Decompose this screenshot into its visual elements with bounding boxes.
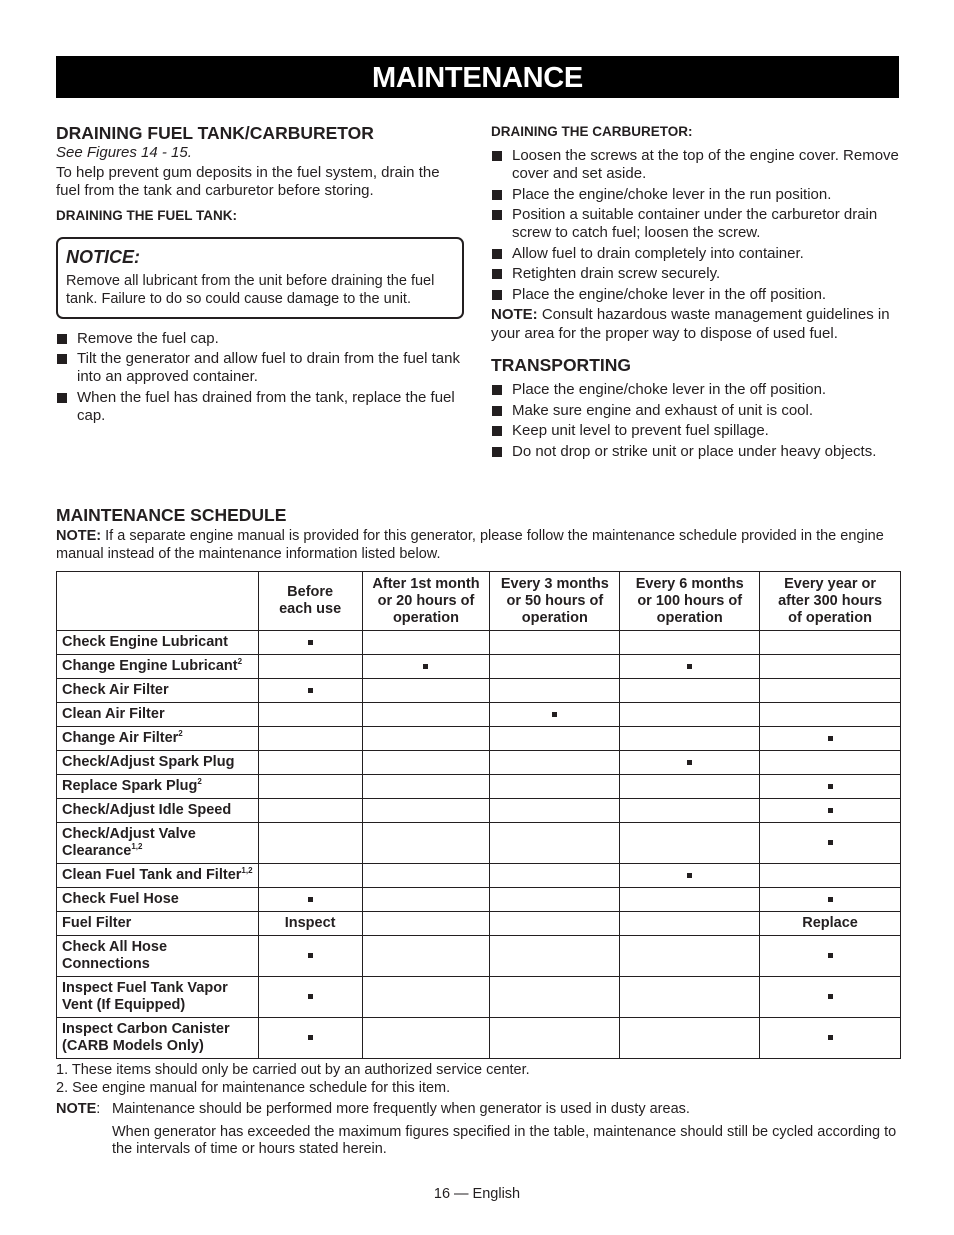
table-cell	[760, 1018, 901, 1059]
schedule-note	[56, 528, 901, 563]
draining-fuel-section	[56, 122, 464, 427]
checkmark-square-icon	[828, 808, 833, 813]
table-row	[57, 727, 901, 751]
table-cell	[490, 751, 620, 775]
note-text: If a separate engine manual is provided for this generator, please follow the maintenance schedule provided in the engine manual instead of the maintenance information listed below.	[56, 528, 884, 562]
draining-carburetor-heading: DRAINING THE CARBURETOR:	[491, 124, 693, 139]
table-cell	[620, 977, 760, 1018]
table-cell	[490, 775, 620, 799]
column-header: After 1st month or 20 hours of operation	[362, 572, 490, 631]
table-cell	[258, 751, 362, 775]
list-item: Place the engine/choke lever in the run position.	[491, 186, 901, 204]
table-cell	[490, 727, 620, 751]
table-cell: Replace	[760, 912, 901, 936]
bullet-icon	[492, 190, 502, 200]
table-cell	[760, 864, 901, 888]
table-cell	[620, 864, 760, 888]
table-row	[57, 823, 901, 864]
list-item: Position a suitable container under the carburetor drain screw to catch fuel; loosen the screw.	[491, 206, 901, 242]
carburetor-note	[491, 306, 901, 343]
bullet-icon	[492, 447, 502, 457]
final-note	[56, 1101, 901, 1159]
draining-fuel-tank-subheading: DRAINING THE FUEL TANK:	[56, 207, 237, 223]
table-cell	[620, 679, 760, 703]
row-label: Inspect Fuel Tank Vapor Vent (If Equipped)	[57, 977, 259, 1018]
table-cell	[362, 977, 490, 1018]
final-note-1: Maintenance should be performed more frequently when generator is used in dusty areas.	[112, 1101, 690, 1117]
table-cell	[362, 703, 490, 727]
checkmark-square-icon	[687, 760, 692, 765]
table-cell	[620, 912, 760, 936]
table-cell	[258, 727, 362, 751]
table-cell	[362, 751, 490, 775]
list-item: Keep unit level to prevent fuel spillage.	[491, 422, 901, 440]
column-header	[57, 572, 259, 631]
draining-intro: To help prevent gum deposits in the fuel system, drain the fuel from the tank and carburetor before storing.	[56, 163, 440, 199]
table-cell	[362, 823, 490, 864]
table-cell	[760, 977, 901, 1018]
notice-title: NOTICE:	[66, 246, 140, 267]
table-row	[57, 703, 901, 727]
table-cell	[490, 679, 620, 703]
row-label: Clean Fuel Tank and Filter$^{1,2}$	[57, 864, 259, 888]
row-label: Check Engine Lubricant	[57, 631, 259, 655]
bullet-icon	[492, 426, 502, 436]
table-cell	[490, 977, 620, 1018]
row-label: Replace Spark Plug$^2$	[57, 775, 259, 799]
checkmark-square-icon	[828, 1035, 833, 1040]
table-row	[57, 888, 901, 912]
table-cell	[258, 799, 362, 823]
table-cell	[620, 655, 760, 679]
row-label: Change Engine Lubricant$^2$	[57, 655, 259, 679]
table-cell	[760, 751, 901, 775]
maintenance-schedule-section	[56, 504, 901, 563]
table-cell	[490, 1018, 620, 1059]
list-item: Place the engine/choke lever in the off position.	[491, 286, 901, 304]
row-label: Check All Hose Connections	[57, 936, 259, 977]
table-cell	[362, 655, 490, 679]
checkmark-square-icon	[308, 953, 313, 958]
table-cell	[620, 727, 760, 751]
table-cell	[620, 799, 760, 823]
table-cell	[362, 936, 490, 977]
table-row	[57, 655, 901, 679]
checkmark-square-icon	[308, 1035, 313, 1040]
table-cell	[258, 655, 362, 679]
table-cell	[258, 775, 362, 799]
table-footnotes	[56, 1062, 901, 1159]
checkmark-square-icon	[687, 873, 692, 878]
checkmark-square-icon	[828, 840, 833, 845]
table-cell	[362, 799, 490, 823]
checkmark-square-icon	[687, 664, 692, 669]
maintenance-schedule-heading: MAINTENANCE SCHEDULE	[56, 505, 287, 525]
list-item: Make sure engine and exhaust of unit is cool.	[491, 402, 901, 420]
notice-text: Remove all lubricant from the unit before draining the fuel tank. Failure to do so could cause damage to the unit.	[66, 272, 435, 307]
table-cell	[258, 1018, 362, 1059]
table-cell	[760, 727, 901, 751]
table-cell	[362, 727, 490, 751]
table-cell	[258, 936, 362, 977]
table-row	[57, 936, 901, 977]
bullet-icon	[492, 151, 502, 161]
table-cell	[620, 936, 760, 977]
checkmark-square-icon	[828, 897, 833, 902]
maintenance-table	[56, 571, 901, 1059]
list-item: Allow fuel to drain completely into container.	[491, 245, 901, 263]
table-cell	[490, 864, 620, 888]
table-cell	[362, 775, 490, 799]
table-cell	[760, 655, 901, 679]
table-cell	[760, 703, 901, 727]
page-number: 16 — English	[433, 1186, 521, 1202]
bullet-icon	[57, 393, 67, 403]
table-cell	[760, 936, 901, 977]
checkmark-square-icon	[828, 736, 833, 741]
table-cell	[258, 977, 362, 1018]
note-text: Consult hazardous waste management guidelines in your area for the proper way to dispose of used fuel.	[491, 306, 890, 342]
table-cell	[362, 912, 490, 936]
table-cell	[760, 679, 901, 703]
table-cell	[362, 1018, 490, 1059]
bullet-icon	[492, 406, 502, 416]
table-cell	[760, 823, 901, 864]
bullet-icon	[57, 354, 67, 364]
column-header: Every 6 months or 100 hours of operation	[620, 572, 760, 631]
table-cell	[362, 679, 490, 703]
column-header: Every year or after 300 hours of operation	[760, 572, 901, 631]
list-item: Tilt the generator and allow fuel to drain from the fuel tank into an approved container.	[56, 350, 464, 386]
checkmark-square-icon	[423, 664, 428, 669]
row-label: Check/Adjust Spark Plug	[57, 751, 259, 775]
right-column	[491, 122, 901, 463]
checkmark-square-icon	[828, 784, 833, 789]
final-note-label: NOTE:	[56, 1101, 101, 1117]
column-header: Every 3 months or 50 hours of operation	[490, 572, 620, 631]
bullet-icon	[492, 269, 502, 279]
table-cell	[258, 703, 362, 727]
checkmark-square-icon	[308, 897, 313, 902]
transporting-steps	[491, 381, 901, 461]
page-banner: MAINTENANCE	[56, 56, 899, 98]
list-item: When the fuel has drained from the tank, replace the fuel cap.	[56, 389, 464, 425]
table-row	[57, 631, 901, 655]
table-cell	[620, 1018, 760, 1059]
row-label: Clean Air Filter	[57, 703, 259, 727]
table-cell	[760, 799, 901, 823]
list-item: Place the engine/choke lever in the off position.	[491, 381, 901, 399]
table-cell	[620, 631, 760, 655]
notice-box	[56, 237, 464, 319]
bullet-icon	[492, 249, 502, 259]
table-cell	[490, 823, 620, 864]
see-figures: See Figures 14 - 15.	[56, 144, 192, 161]
table-row	[57, 775, 901, 799]
table-cell	[760, 775, 901, 799]
checkmark-square-icon	[308, 640, 313, 645]
table-cell	[258, 679, 362, 703]
row-label: Fuel Filter	[57, 912, 259, 936]
bullet-icon	[492, 210, 502, 220]
table-row	[57, 751, 901, 775]
table-cell	[490, 631, 620, 655]
table-row	[57, 977, 901, 1018]
list-item: Loosen the screws at the top of the engine cover. Remove cover and set aside.	[491, 147, 901, 183]
checkmark-square-icon	[552, 712, 557, 717]
table-cell	[258, 864, 362, 888]
note-label: NOTE:	[56, 528, 102, 544]
checkmark-square-icon	[828, 994, 833, 999]
table-cell	[490, 888, 620, 912]
table-cell: Inspect	[258, 912, 362, 936]
table-cell	[490, 703, 620, 727]
fuel-tank-steps	[56, 330, 464, 425]
row-label: Check/Adjust Valve Clearance$^{1,2}$	[57, 823, 259, 864]
draining-fuel-heading: DRAINING FUEL TANK/CARBURETOR	[56, 123, 374, 143]
final-note-body	[112, 1101, 901, 1159]
checkmark-square-icon	[308, 688, 313, 693]
table-cell	[362, 631, 490, 655]
table-cell	[620, 823, 760, 864]
checkmark-square-icon	[828, 953, 833, 958]
checkmark-square-icon	[308, 994, 313, 999]
table-row	[57, 1018, 901, 1059]
list-item: Retighten drain screw securely.	[491, 265, 901, 283]
list-item: Do not drop or strike unit or place under heavy objects.	[491, 443, 901, 461]
column-header: Before each use	[258, 572, 362, 631]
bullet-icon	[492, 385, 502, 395]
note-label: NOTE:	[491, 306, 538, 323]
table-cell	[620, 703, 760, 727]
table-row	[57, 679, 901, 703]
table-header-row	[57, 572, 901, 631]
bullet-icon	[492, 290, 502, 300]
table-cell	[490, 799, 620, 823]
table-cell	[490, 655, 620, 679]
table-cell	[620, 775, 760, 799]
footnote-1: 1. These items should only be carried out by an authorized service center.	[56, 1062, 530, 1078]
table-cell	[760, 888, 901, 912]
table-row	[57, 912, 901, 936]
table-cell	[620, 888, 760, 912]
table-cell	[258, 823, 362, 864]
row-label: Check Fuel Hose	[57, 888, 259, 912]
table-row	[57, 799, 901, 823]
final-note-2: When generator has exceeded the maximum figures specified in the table, maintenance should still be cycled according to the intervals of time or hours stated herein.	[112, 1123, 897, 1157]
footnote-2: 2. See engine manual for maintenance schedule for this item.	[56, 1079, 451, 1096]
transporting-heading: TRANSPORTING	[491, 355, 631, 375]
row-label: Inspect Carbon Canister (CARB Models Only)	[57, 1018, 259, 1059]
table-cell	[760, 631, 901, 655]
row-label: Check/Adjust Idle Speed	[57, 799, 259, 823]
table-cell	[490, 912, 620, 936]
table-cell	[620, 751, 760, 775]
row-label: Change Air Filter$^2$	[57, 727, 259, 751]
row-label: Check Air Filter	[57, 679, 259, 703]
carburetor-steps	[491, 147, 901, 304]
table-cell	[490, 936, 620, 977]
table-cell	[362, 864, 490, 888]
table-row	[57, 864, 901, 888]
bullet-icon	[57, 334, 67, 344]
table-cell	[362, 888, 490, 912]
table-cell	[258, 631, 362, 655]
list-item: Remove the fuel cap.	[56, 330, 464, 348]
table-cell	[258, 888, 362, 912]
